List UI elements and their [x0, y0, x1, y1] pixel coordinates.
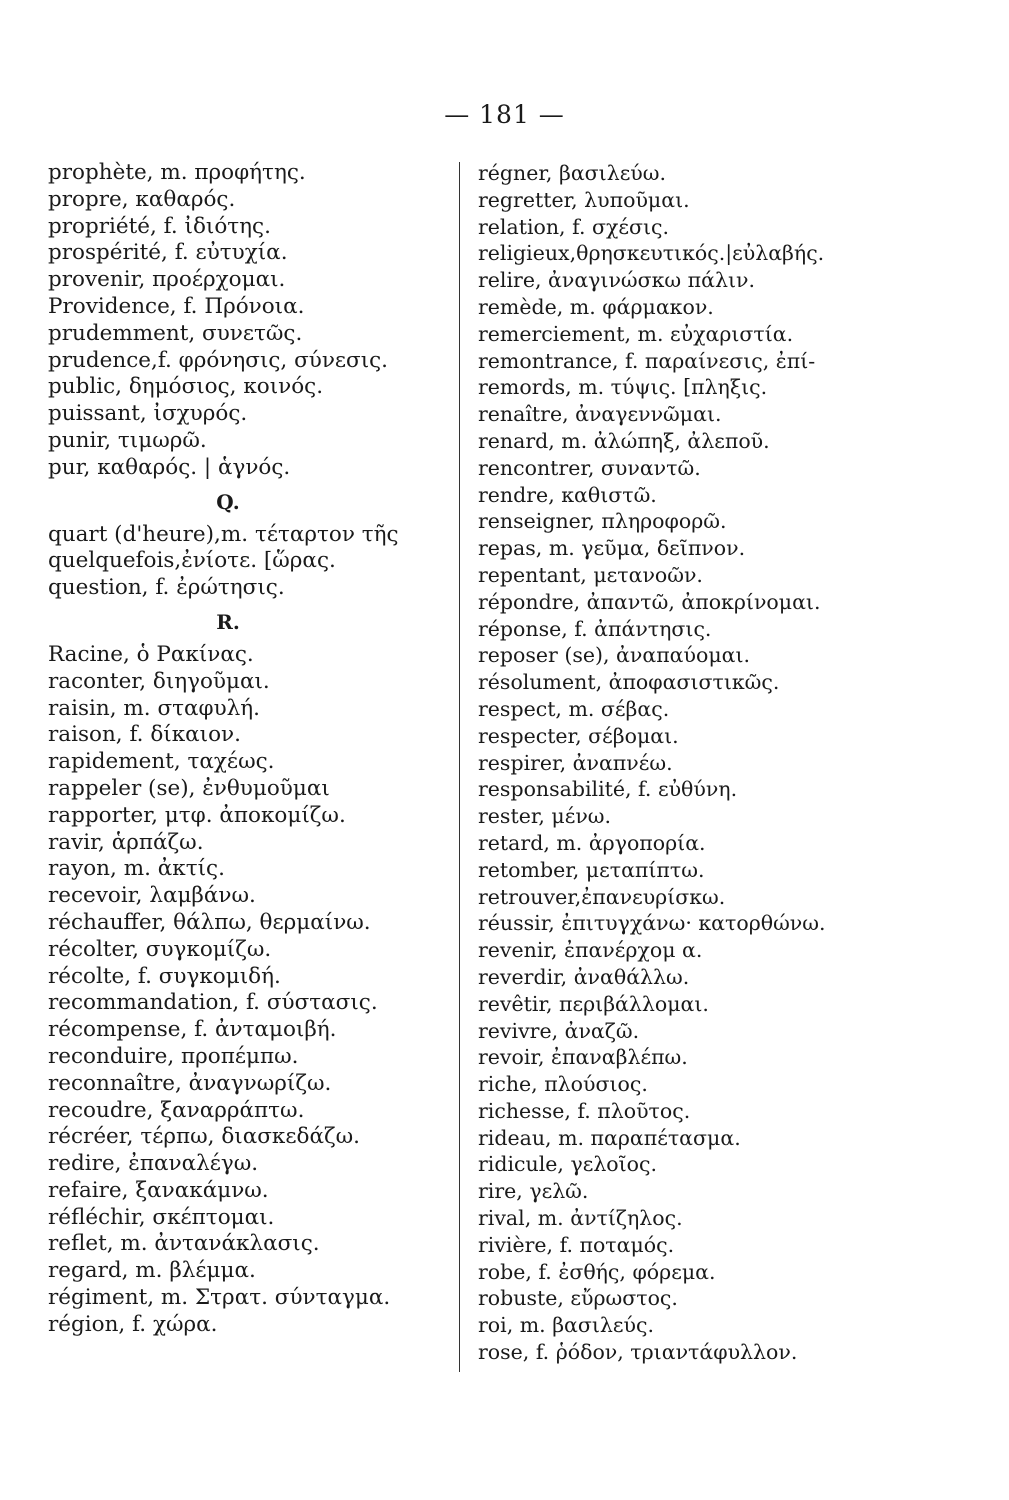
dictionary-entry: réchauffer, θάλπω, θερμαίνω.	[48, 909, 371, 935]
dictionary-entry: reposer (se), ἀναπαύομαι.	[478, 643, 751, 668]
dictionary-entry: repentant, μετανοῶν.	[478, 562, 703, 587]
dictionary-entry: rayon, m. ἀκτίς.	[48, 856, 225, 882]
dictionary-entry: retard, m. ἀργοπορία.	[478, 830, 706, 855]
dictionary-entry: recoudre, ξαναρράπτω.	[48, 1097, 305, 1123]
dictionary-entry: raison, f. δίκαιον.	[48, 722, 241, 748]
dictionary-entry: répondre, ἀπαντῶ, ἀποκρίνομαι.	[478, 589, 821, 614]
dictionary-entry: relation, f. σχέσις.	[478, 214, 670, 239]
dictionary-entry: respirer, ἀναπνέω.	[478, 750, 673, 775]
dictionary-entry: revêtir, περιβάλλομαι.	[478, 991, 709, 1016]
dictionary-entry: récolter, συγκομίζω.	[48, 936, 272, 962]
dictionary-entry: rencontrer, συναντῶ.	[478, 455, 701, 480]
dictionary-entry: Racine, ὁ Ρακίνας.	[48, 641, 254, 667]
dictionary-entry: rendre, καθιστῶ.	[478, 482, 657, 507]
dictionary-entry: remerciement, m. εὐχαριστία.	[478, 321, 794, 346]
dictionary-entry: riche, πλούσιος.	[478, 1072, 648, 1097]
dictionary-entry: propre, καθαρός.	[48, 186, 236, 212]
dictionary-entry: revenir, ἐπανέρχομ α.	[478, 938, 703, 963]
dictionary-entry: public, δημόσιος, κοινός.	[48, 374, 324, 400]
dictionary-entry: rapidement, ταχέως.	[48, 749, 275, 775]
dictionary-entry: richesse, f. πλοῦτος.	[478, 1098, 691, 1123]
dictionary-entry: reflet, m. ἀντανάκλασις.	[48, 1231, 320, 1257]
dictionary-entry: rappeler (se), ἐνθυμοῦμαι	[48, 775, 330, 801]
dictionary-entry: ravir, ἁρπάζω.	[48, 829, 204, 855]
dictionary-entry: religieux,θρησκευτικός.|εὐλαβής.	[478, 241, 825, 266]
dictionary-entry: revoir, ἐπαναβλέπω.	[478, 1045, 688, 1070]
dictionary-entry: renseigner, πληροφορῶ.	[478, 509, 727, 534]
dictionary-entry: réussir, ἐπιτυγχάνω· κατορθώνω.	[478, 911, 826, 936]
dictionary-entry: quelquefois,ἐνίοτε. [ὥρας.	[48, 548, 336, 574]
dictionary-entry: robuste, εὔρωστος.	[478, 1286, 678, 1311]
dictionary-entry: propriété, f. ἰδιότης.	[48, 213, 271, 239]
dictionary-entry: refaire, ξανακάμνω.	[48, 1177, 269, 1203]
dictionary-entry: réfléchir, σκέπτομαι.	[48, 1204, 275, 1230]
dictionary-entry: prophète, m. προφήτης.	[48, 160, 306, 185]
dictionary-entry: roi, m. βασιλεύς.	[478, 1313, 655, 1338]
dictionary-entry: renard, m. ἀλώπηξ, ἀλεποῦ.	[478, 428, 770, 453]
dictionary-entry: reverdir, ἀναθάλλω.	[478, 964, 690, 989]
page-number: — 181 —	[444, 100, 565, 129]
dictionary-entry: raconter, διηγοῦμαι.	[48, 668, 270, 694]
dictionary-entry: relire, ἀναγινώσκω πάλιν.	[478, 268, 755, 293]
dictionary-entry: région, f. χώρα.	[48, 1311, 218, 1337]
dictionary-entry: respect, m. σέβας.	[478, 696, 670, 721]
entries-right	[478, 160, 898, 1366]
dictionary-entry: renaître, ἀναγεννῶμαι.	[478, 402, 722, 427]
dictionary-entry: punir, τιμωρῶ.	[48, 427, 207, 453]
dictionary-entry: raisin, m. σταφυλή.	[48, 695, 261, 721]
dictionary-entry: Providence, f. Πρόνοια.	[48, 293, 305, 319]
dictionary-entry: pur, καθαρός. | ἁγνός.	[48, 454, 291, 480]
entries-p	[48, 160, 448, 482]
dictionary-entry: quart (d'heure),m. τέταρτον τῆς	[48, 521, 399, 547]
dictionary-entry: redire, ἐπαναλέγω.	[48, 1151, 259, 1177]
dictionary-entry: reconnaître, ἀναγνωρίζω.	[48, 1070, 332, 1096]
section-heading-r: R.	[216, 609, 240, 634]
dictionary-entry: résolument, ἀποφασιστικῶς.	[478, 670, 780, 695]
dictionary-entry: recevoir, λαμβάνω.	[48, 883, 256, 909]
dictionary-entry: ridicule, γελοῖος.	[478, 1152, 658, 1177]
dictionary-entry: recommandation, f. σύστασις.	[48, 990, 378, 1016]
dictionary-entry: rire, γελῶ.	[478, 1179, 589, 1204]
dictionary-entry: provenir, προέρχομαι.	[48, 267, 286, 293]
dictionary-entry: récolte, f. συγκομιδή.	[48, 963, 281, 989]
dictionary-entry: rapporter, μτφ. ἀποκομίζω.	[48, 802, 346, 828]
dictionary-entry: rose, f. ῥόδον, τριαντάφυλλον.	[478, 1340, 798, 1365]
dictionary-entry: rideau, m. παραπέτασμα.	[478, 1125, 741, 1150]
dictionary-entry: régner, βασιλεύω.	[478, 161, 667, 185]
dictionary-entry: prudence,f. φρόνησις, σύνεσις.	[48, 347, 389, 373]
dictionary-entry: rester, μένω.	[478, 804, 612, 829]
dictionary-entry: prudemment, συνετῶς.	[48, 320, 303, 346]
dictionary-entry: rival, m. ἀντίζηλος.	[478, 1206, 683, 1231]
dictionary-entry: responsabilité, f. εὐθύνη.	[478, 777, 738, 802]
dictionary-entry: rivière, f. ποταμός.	[478, 1232, 675, 1257]
dictionary-entry: réponse, f. ἀπάντησις.	[478, 616, 712, 641]
dictionary-entry: robe, f. ἐσθής, φόρεμα.	[478, 1259, 716, 1284]
dictionary-entry: remède, m. φάρμακον.	[478, 294, 714, 319]
dictionary-entry: reconduire, προπέμπω.	[48, 1043, 299, 1069]
dictionary-entry: revivre, ἀναζῶ.	[478, 1018, 640, 1043]
entries-r	[48, 642, 448, 1339]
dictionary-entry: prospérité, f. εὐτυχία.	[48, 240, 288, 266]
column-divider	[459, 162, 460, 1372]
dictionary-entry: respecter, σέβομαι.	[478, 723, 679, 748]
dictionary-entry: remords, m. τύψις. [πληξις.	[478, 375, 768, 400]
left-column	[48, 160, 448, 1339]
right-column	[478, 160, 898, 1366]
dictionary-entry: retomber, μεταπίπτω.	[478, 857, 705, 882]
dictionary-entry: récréer, τέρπω, διασκεδάζω.	[48, 1124, 360, 1150]
dictionary-entry: remontrance, f. παραίνεσις, ἐπί-	[478, 348, 816, 373]
dictionary-entry: récompense, f. ἀνταμοιβή.	[48, 1017, 337, 1043]
entries-q	[48, 522, 448, 602]
dictionary-entry: régiment, m. Στρατ. σύνταγμα.	[48, 1285, 391, 1311]
dictionary-entry: regard, m. βλέμμα.	[48, 1258, 256, 1284]
dictionary-entry: question, f. ἐρώτησις.	[48, 575, 285, 601]
dictionary-entry: puissant, ἰσχυρός.	[48, 401, 248, 427]
dictionary-entry: retrouver,ἐπανευρίσκω.	[478, 884, 726, 909]
section-heading-q: Q.	[216, 489, 240, 514]
dictionary-entry: repas, m. γεῦμα, δεῖπνον.	[478, 536, 746, 561]
dictionary-entry: regretter, λυποῦμαι.	[478, 187, 690, 212]
